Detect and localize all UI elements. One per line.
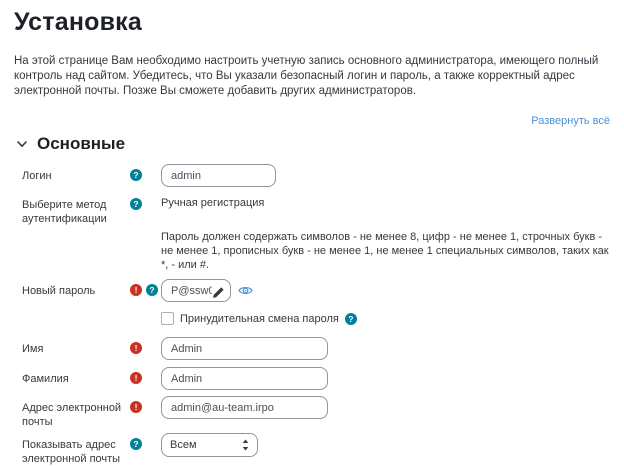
help-icon[interactable]: ? xyxy=(130,169,142,181)
first-name-row xyxy=(14,337,610,360)
first-name-label: Имя xyxy=(22,343,44,355)
required-icon: ! xyxy=(130,284,142,296)
email-visibility-select[interactable] xyxy=(161,433,258,457)
first-name-input[interactable] xyxy=(161,337,328,360)
section-header-general[interactable] xyxy=(14,134,610,154)
email-visibility-label: Показывать адрес электронной почты xyxy=(22,439,121,465)
chevron-down-icon xyxy=(16,138,28,150)
auth-method-row xyxy=(14,193,610,226)
last-name-input[interactable] xyxy=(161,367,328,390)
new-password-input[interactable] xyxy=(161,279,231,302)
login-input[interactable] xyxy=(161,164,276,187)
email-visibility-row xyxy=(14,433,610,466)
password-policy-text: Пароль должен содержать символов - не менее 8, цифр - не менее 1, строчных букв - не менее 1, прописных букв - не менее 1, не менее 1 специальных символов, таких как *, - или #. xyxy=(161,231,609,271)
email-visibility-selected-value: Всем xyxy=(170,439,197,451)
force-password-change-checkbox[interactable] xyxy=(161,312,174,325)
expand-all-row xyxy=(14,111,610,125)
required-icon: ! xyxy=(130,401,142,413)
login-label: Логин xyxy=(22,170,52,182)
force-password-change-label: Принудительная смена пароля xyxy=(180,312,339,325)
expand-all-link[interactable]: Развернуть всё xyxy=(531,115,610,127)
new-password-label: Новый пароль xyxy=(22,285,96,297)
new-password-row xyxy=(14,279,610,302)
auth-method-value: Ручная регистрация xyxy=(161,197,265,209)
login-row xyxy=(14,164,610,187)
email-input[interactable] xyxy=(161,396,328,419)
help-icon[interactable]: ? xyxy=(146,284,158,296)
required-icon: ! xyxy=(130,342,142,354)
help-icon[interactable]: ? xyxy=(345,313,357,325)
last-name-row xyxy=(14,367,610,390)
auth-method-label: Выберите метод аутентификации xyxy=(22,199,107,225)
help-icon[interactable]: ? xyxy=(130,438,142,450)
last-name-label: Фамилия xyxy=(22,373,69,385)
email-row xyxy=(14,396,610,429)
up-down-arrows-icon xyxy=(242,439,249,451)
page-description: На этой странице Вам необходимо настроить учетную запись основного администратора, имеющего полный контроль над сайтом. Убедитесь, что Вы указали безопасный логин и пароль, а также корректный адрес электронной почты. Позже Вы сможете добавить других администраторов. xyxy=(14,55,599,97)
page-title: Установка xyxy=(14,8,142,36)
required-icon: ! xyxy=(130,372,142,384)
password-policy-row xyxy=(14,228,610,272)
reveal-password-eye-icon[interactable] xyxy=(238,284,253,297)
force-password-change-row xyxy=(14,312,610,325)
email-label: Адрес электронной почты xyxy=(22,402,122,428)
section-title: Основные xyxy=(37,134,126,153)
help-icon[interactable]: ? xyxy=(130,198,142,210)
